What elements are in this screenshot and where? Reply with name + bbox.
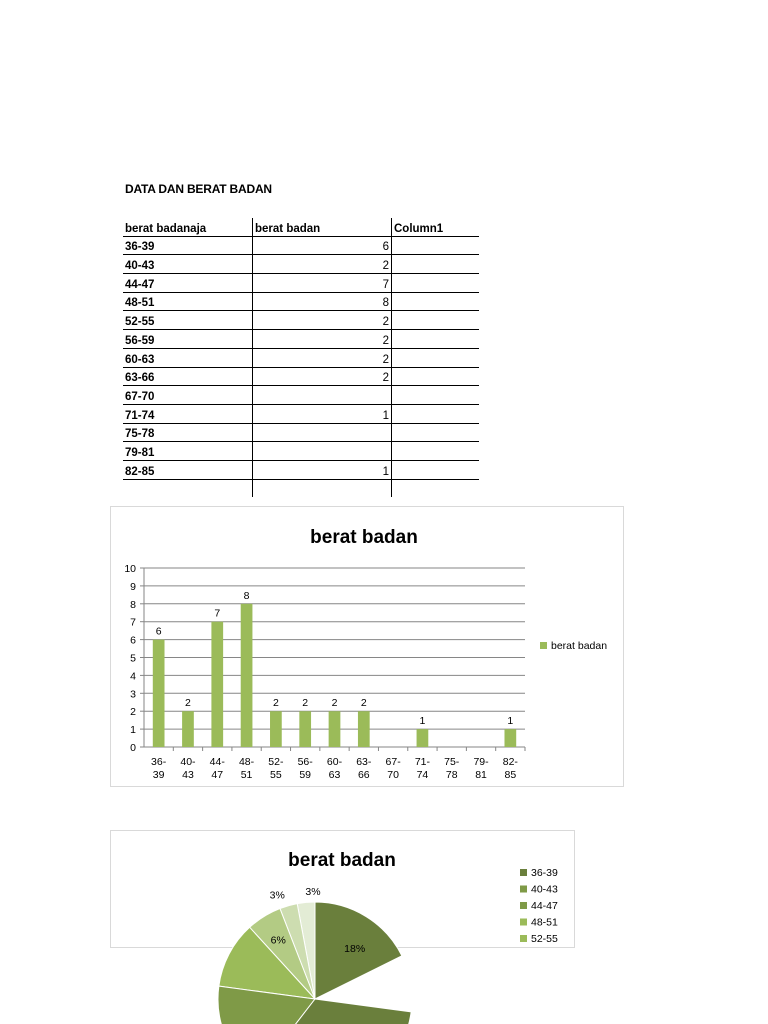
x-tick-label: 60- <box>326 756 343 768</box>
table-row <box>123 386 479 405</box>
cell-berat-badan[interactable]: 1 <box>253 404 392 423</box>
x-tick-label: 36- <box>151 756 167 768</box>
x-tick-label: 51 <box>240 769 253 781</box>
x-tick-label: 43 <box>182 769 194 781</box>
data-label: 2 <box>272 697 279 710</box>
cell-berat-badan[interactable]: 2 <box>253 367 392 386</box>
data-label: 1 <box>507 715 514 728</box>
bar-56-59 <box>299 711 311 747</box>
x-tick-label: 48- <box>238 756 255 768</box>
cell-column1[interactable] <box>392 460 480 479</box>
cell-weight-range[interactable]: 75-78 <box>123 423 253 442</box>
chart-title: berat badan <box>310 527 418 548</box>
bar-71-74 <box>417 729 429 747</box>
x-tick-label: 56- <box>297 756 313 768</box>
x-tick-label: 39 <box>152 769 165 781</box>
bar-52-55 <box>270 711 282 747</box>
cell-column1[interactable] <box>392 348 480 367</box>
table-row <box>123 292 479 311</box>
cell-weight-range[interactable]: 48-51 <box>123 292 253 311</box>
x-tick-label: 55 <box>270 769 282 781</box>
bar-40-43 <box>182 711 194 747</box>
x-tick-label: 70 <box>387 769 399 781</box>
table-row <box>123 442 479 461</box>
bar-36-39 <box>153 640 165 747</box>
cell-weight-range[interactable]: 60-63 <box>123 348 253 367</box>
data-label: 1 <box>419 715 426 728</box>
cell-column1[interactable] <box>392 423 480 442</box>
x-tick-label: 82- <box>502 756 518 768</box>
pie-slice-label: 3% <box>305 885 321 898</box>
y-tick-label: 5 <box>130 652 136 665</box>
table-row <box>123 460 479 479</box>
bar-48-51 <box>241 604 253 747</box>
y-tick-label: 8 <box>130 598 136 611</box>
table-row <box>123 423 479 442</box>
x-tick-label: 63 <box>328 769 341 781</box>
data-label: 2 <box>360 697 367 710</box>
y-tick-label: 4 <box>130 670 136 683</box>
table-row <box>123 236 479 255</box>
x-tick-label: 78 <box>445 769 458 781</box>
x-tick-label: 71- <box>414 756 431 768</box>
table-row <box>123 367 479 386</box>
legend-swatch <box>540 642 547 649</box>
y-tick-label: 9 <box>130 580 136 593</box>
x-tick-label: 52- <box>268 756 284 768</box>
x-tick-label: 66 <box>357 769 370 781</box>
pie-slice-label: 18% <box>344 942 366 955</box>
table-row <box>123 274 479 293</box>
cell-weight-range[interactable]: 67-70 <box>123 386 253 405</box>
legend-label: 52-55 <box>531 933 558 945</box>
legend-swatch <box>520 919 527 926</box>
x-tick-label: 44- <box>209 756 225 768</box>
column-header-berat-badanaja[interactable]: berat badanaja <box>123 218 253 236</box>
cell-weight-range[interactable]: 36-39 <box>123 236 253 255</box>
cell-berat-badan[interactable] <box>253 442 392 461</box>
data-label: 7 <box>214 607 221 620</box>
data-label: 8 <box>243 589 250 602</box>
table-row <box>123 311 479 330</box>
table-row <box>123 479 479 497</box>
cell-weight-range[interactable]: 56-59 <box>123 330 253 349</box>
x-tick-label: 79- <box>473 756 489 768</box>
legend-swatch <box>520 869 527 876</box>
legend-label: 36-39 <box>531 867 558 879</box>
cell-berat-badan[interactable]: 2 <box>253 255 392 274</box>
bar-44-47 <box>211 622 223 747</box>
cell-column1[interactable] <box>392 330 480 349</box>
pie-chart-svg <box>111 831 574 955</box>
cell-berat-badan[interactable]: 2 <box>253 348 392 367</box>
cell-weight-range[interactable]: 63-66 <box>123 367 253 386</box>
data-label: 6 <box>155 625 162 638</box>
table-row <box>123 404 479 423</box>
data-label: 2 <box>331 697 338 710</box>
chart-title: berat badan <box>288 850 396 871</box>
cell-column1[interactable] <box>392 311 480 330</box>
x-tick-label: 75- <box>444 756 460 768</box>
pie-slice-label: 6% <box>270 934 286 947</box>
table-row <box>123 348 479 367</box>
y-tick-label: 3 <box>130 688 136 701</box>
x-tick-label: 81 <box>475 769 487 781</box>
y-tick-label: 2 <box>130 706 136 719</box>
cell-weight-range[interactable]: 52-55 <box>123 311 253 330</box>
cell-column1[interactable] <box>392 442 480 461</box>
y-tick-label: 10 <box>124 563 136 575</box>
x-tick-label: 85 <box>504 769 517 781</box>
cell-weight-range[interactable]: 82-85 <box>123 460 253 479</box>
cell-column1[interactable] <box>392 292 480 311</box>
cell-column1[interactable] <box>392 236 480 255</box>
cell-weight-range[interactable]: 44-47 <box>123 274 253 293</box>
weight-data-table <box>123 218 479 497</box>
cell-weight-range[interactable] <box>123 479 253 497</box>
pie-chart[interactable] <box>110 830 575 955</box>
cell-berat-badan[interactable]: 2 <box>253 311 392 330</box>
x-tick-label: 67- <box>385 756 401 768</box>
legend-label: berat badan <box>551 640 608 652</box>
cell-berat-badan[interactable]: 8 <box>253 292 392 311</box>
y-tick-label: 6 <box>130 634 136 647</box>
bar-chart[interactable] <box>110 506 624 787</box>
data-label: 2 <box>185 697 191 710</box>
cell-berat-badan[interactable]: 2 <box>253 330 392 349</box>
x-tick-label: 74 <box>416 769 429 781</box>
bar-82-85 <box>504 729 516 747</box>
cell-berat-badan[interactable]: 1 <box>253 460 392 479</box>
cell-berat-badan[interactable]: 6 <box>253 236 392 255</box>
table-row <box>123 255 479 274</box>
column-header-berat-badan[interactable]: berat badan <box>253 218 392 236</box>
y-tick-label: 1 <box>130 724 136 737</box>
pie-slice-label: 3% <box>269 889 285 902</box>
cell-weight-range[interactable]: 79-81 <box>123 442 253 461</box>
bar-63-66 <box>358 711 370 747</box>
document-title: DATA DAN BERAT BADAN <box>125 182 272 196</box>
y-tick-label: 7 <box>130 616 136 629</box>
legend-label: 48-51 <box>531 916 558 929</box>
x-tick-label: 63- <box>356 756 372 768</box>
legend-swatch <box>520 935 527 942</box>
column-header-column1[interactable]: Column1 <box>392 218 480 236</box>
legend-label: 44-47 <box>531 900 558 912</box>
table-row <box>123 330 479 349</box>
y-tick-label: 0 <box>130 742 136 754</box>
cell-column1[interactable] <box>392 479 480 497</box>
cell-column1[interactable] <box>392 274 480 293</box>
cell-weight-range[interactable]: 40-43 <box>123 255 253 274</box>
x-tick-label: 47 <box>211 769 224 781</box>
cell-berat-badan[interactable] <box>253 423 392 442</box>
cell-column1[interactable] <box>392 255 480 274</box>
cell-column1[interactable] <box>392 386 480 405</box>
cell-column1[interactable] <box>392 404 480 423</box>
legend-label: 40-43 <box>531 883 558 896</box>
legend-swatch <box>520 902 527 909</box>
bar-60-63 <box>329 711 341 747</box>
cell-column1[interactable] <box>392 367 480 386</box>
cell-berat-badan[interactable] <box>253 479 392 497</box>
x-tick-label: 59 <box>299 769 312 781</box>
data-label: 2 <box>302 697 309 710</box>
x-tick-label: 40- <box>180 756 196 768</box>
cell-weight-range[interactable]: 71-74 <box>123 404 253 423</box>
bar-chart-svg <box>111 507 623 786</box>
cell-berat-badan[interactable]: 7 <box>253 274 392 293</box>
legend-swatch <box>520 886 527 893</box>
cell-berat-badan[interactable] <box>253 386 392 405</box>
table-header-row <box>123 218 479 236</box>
